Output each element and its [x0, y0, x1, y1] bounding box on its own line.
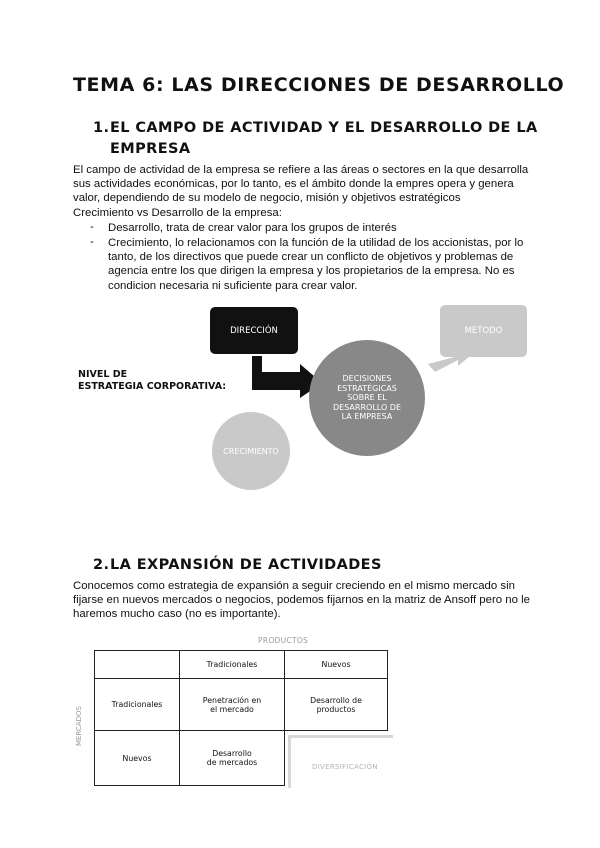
bullet-line: agencia entre los que dirigen la empresa y los propietarios de la empresa. No es — [108, 265, 515, 278]
section2-heading: LA EXPANSIÓN DE ACTIVIDADES — [110, 557, 382, 573]
page-title: TEMA 6: LAS DIRECCIONES DE DESARROLLO — [73, 74, 565, 96]
decisiones-circle — [309, 340, 425, 456]
cell-line: Penetración en — [202, 695, 262, 705]
ansoff-row-tradicionales: Tradicionales — [95, 679, 180, 731]
section2-paragraph — [73, 579, 530, 622]
ansoff-corner — [95, 651, 180, 679]
ansoff-cell-desarrollo-productos — [285, 679, 388, 731]
decisiones-line: SOBRE EL — [347, 393, 387, 403]
bullet-line: tanto, de los directivos que puede crear un conflicto de objetivos y problemas de — [108, 251, 514, 264]
ansoff-col-tradicionales: Tradicionales — [180, 651, 285, 679]
diversificacion-frame — [288, 735, 393, 788]
ansoff-row-nuevos: Nuevos — [95, 731, 180, 786]
mercados-label: MERCADOS — [75, 706, 83, 746]
metodo-box: METODO — [440, 305, 527, 357]
decisiones-line: DESARROLLO DE — [332, 402, 401, 412]
ansoff-cell-penetracion — [180, 679, 285, 731]
cell-line: de mercados — [206, 758, 258, 767]
cell-line: Desarrollo — [212, 749, 252, 758]
bullet-dash: - — [90, 221, 94, 233]
section1-line: Crecimiento vs Desarrollo de la empresa: — [73, 206, 282, 219]
cell-line: el mercado — [210, 704, 254, 714]
crecimiento-circle: CRECIMIENTO — [212, 412, 290, 490]
section1-number: 1. — [93, 120, 110, 136]
section2-line: Conocemos como estrategia de expansión a seguir creciendo en el mismo mercado sin — [73, 580, 515, 592]
section2-line: fijarse en nuevos mercados o negocios, podemos fijarnos en la matriz de Ansoff pero no le — [73, 594, 530, 607]
bullet-desarrollo: Desarrollo, trata de crear valor para los grupos de interés — [108, 222, 397, 234]
section1-line: sus actividades económicas, por lo tanto, es el ámbito donde la empres opera y genera — [73, 178, 514, 191]
section1-heading-line1: EL CAMPO DE ACTIVIDAD Y EL DESARROLLO DE LA — [110, 120, 538, 136]
section1-line: valor, dependiendo de su modelo de negocio, misión y objetivos estratégicos — [73, 192, 461, 205]
ansoff-cell-desarrollo-mercados — [180, 731, 285, 786]
strategy-level-line1: NIVEL DE — [78, 369, 128, 380]
section1-heading-line2: EMPRESA — [110, 141, 191, 157]
direccion-box: DIRECCIÓN — [210, 307, 298, 354]
strategy-level-label — [78, 369, 226, 393]
decisiones-line: DECISIONES — [342, 374, 392, 384]
ansoff-col-nuevos: Nuevos — [285, 651, 388, 679]
decisiones-line: ESTRATÉGICAS — [337, 383, 397, 393]
bullet-line: condicion necesaria ni suficiente para crear valor. — [108, 279, 358, 292]
section1-line: El campo de actividad de la empresa se refiere a las áreas o sectores en la que desarrolla — [73, 164, 529, 176]
cell-line: productos — [316, 704, 356, 714]
strategy-level-line2: ESTRATEGIA CORPORATIVA: — [78, 381, 227, 392]
section2-line: haremos mucho caso (no es importante). — [73, 608, 281, 621]
section2-number: 2. — [93, 557, 110, 573]
bullet-dash: - — [90, 236, 94, 248]
decisiones-line: LA EMPRESA — [341, 412, 393, 422]
diversificacion-label: DIVERSIFICACIÓN — [312, 763, 378, 771]
bullet-line: Crecimiento, lo relacionamos con la función de la utilidad de los accionistas, por lo — [108, 237, 524, 249]
productos-label: PRODUCTOS — [258, 636, 309, 645]
cell-line: Desarrollo de — [310, 695, 362, 705]
